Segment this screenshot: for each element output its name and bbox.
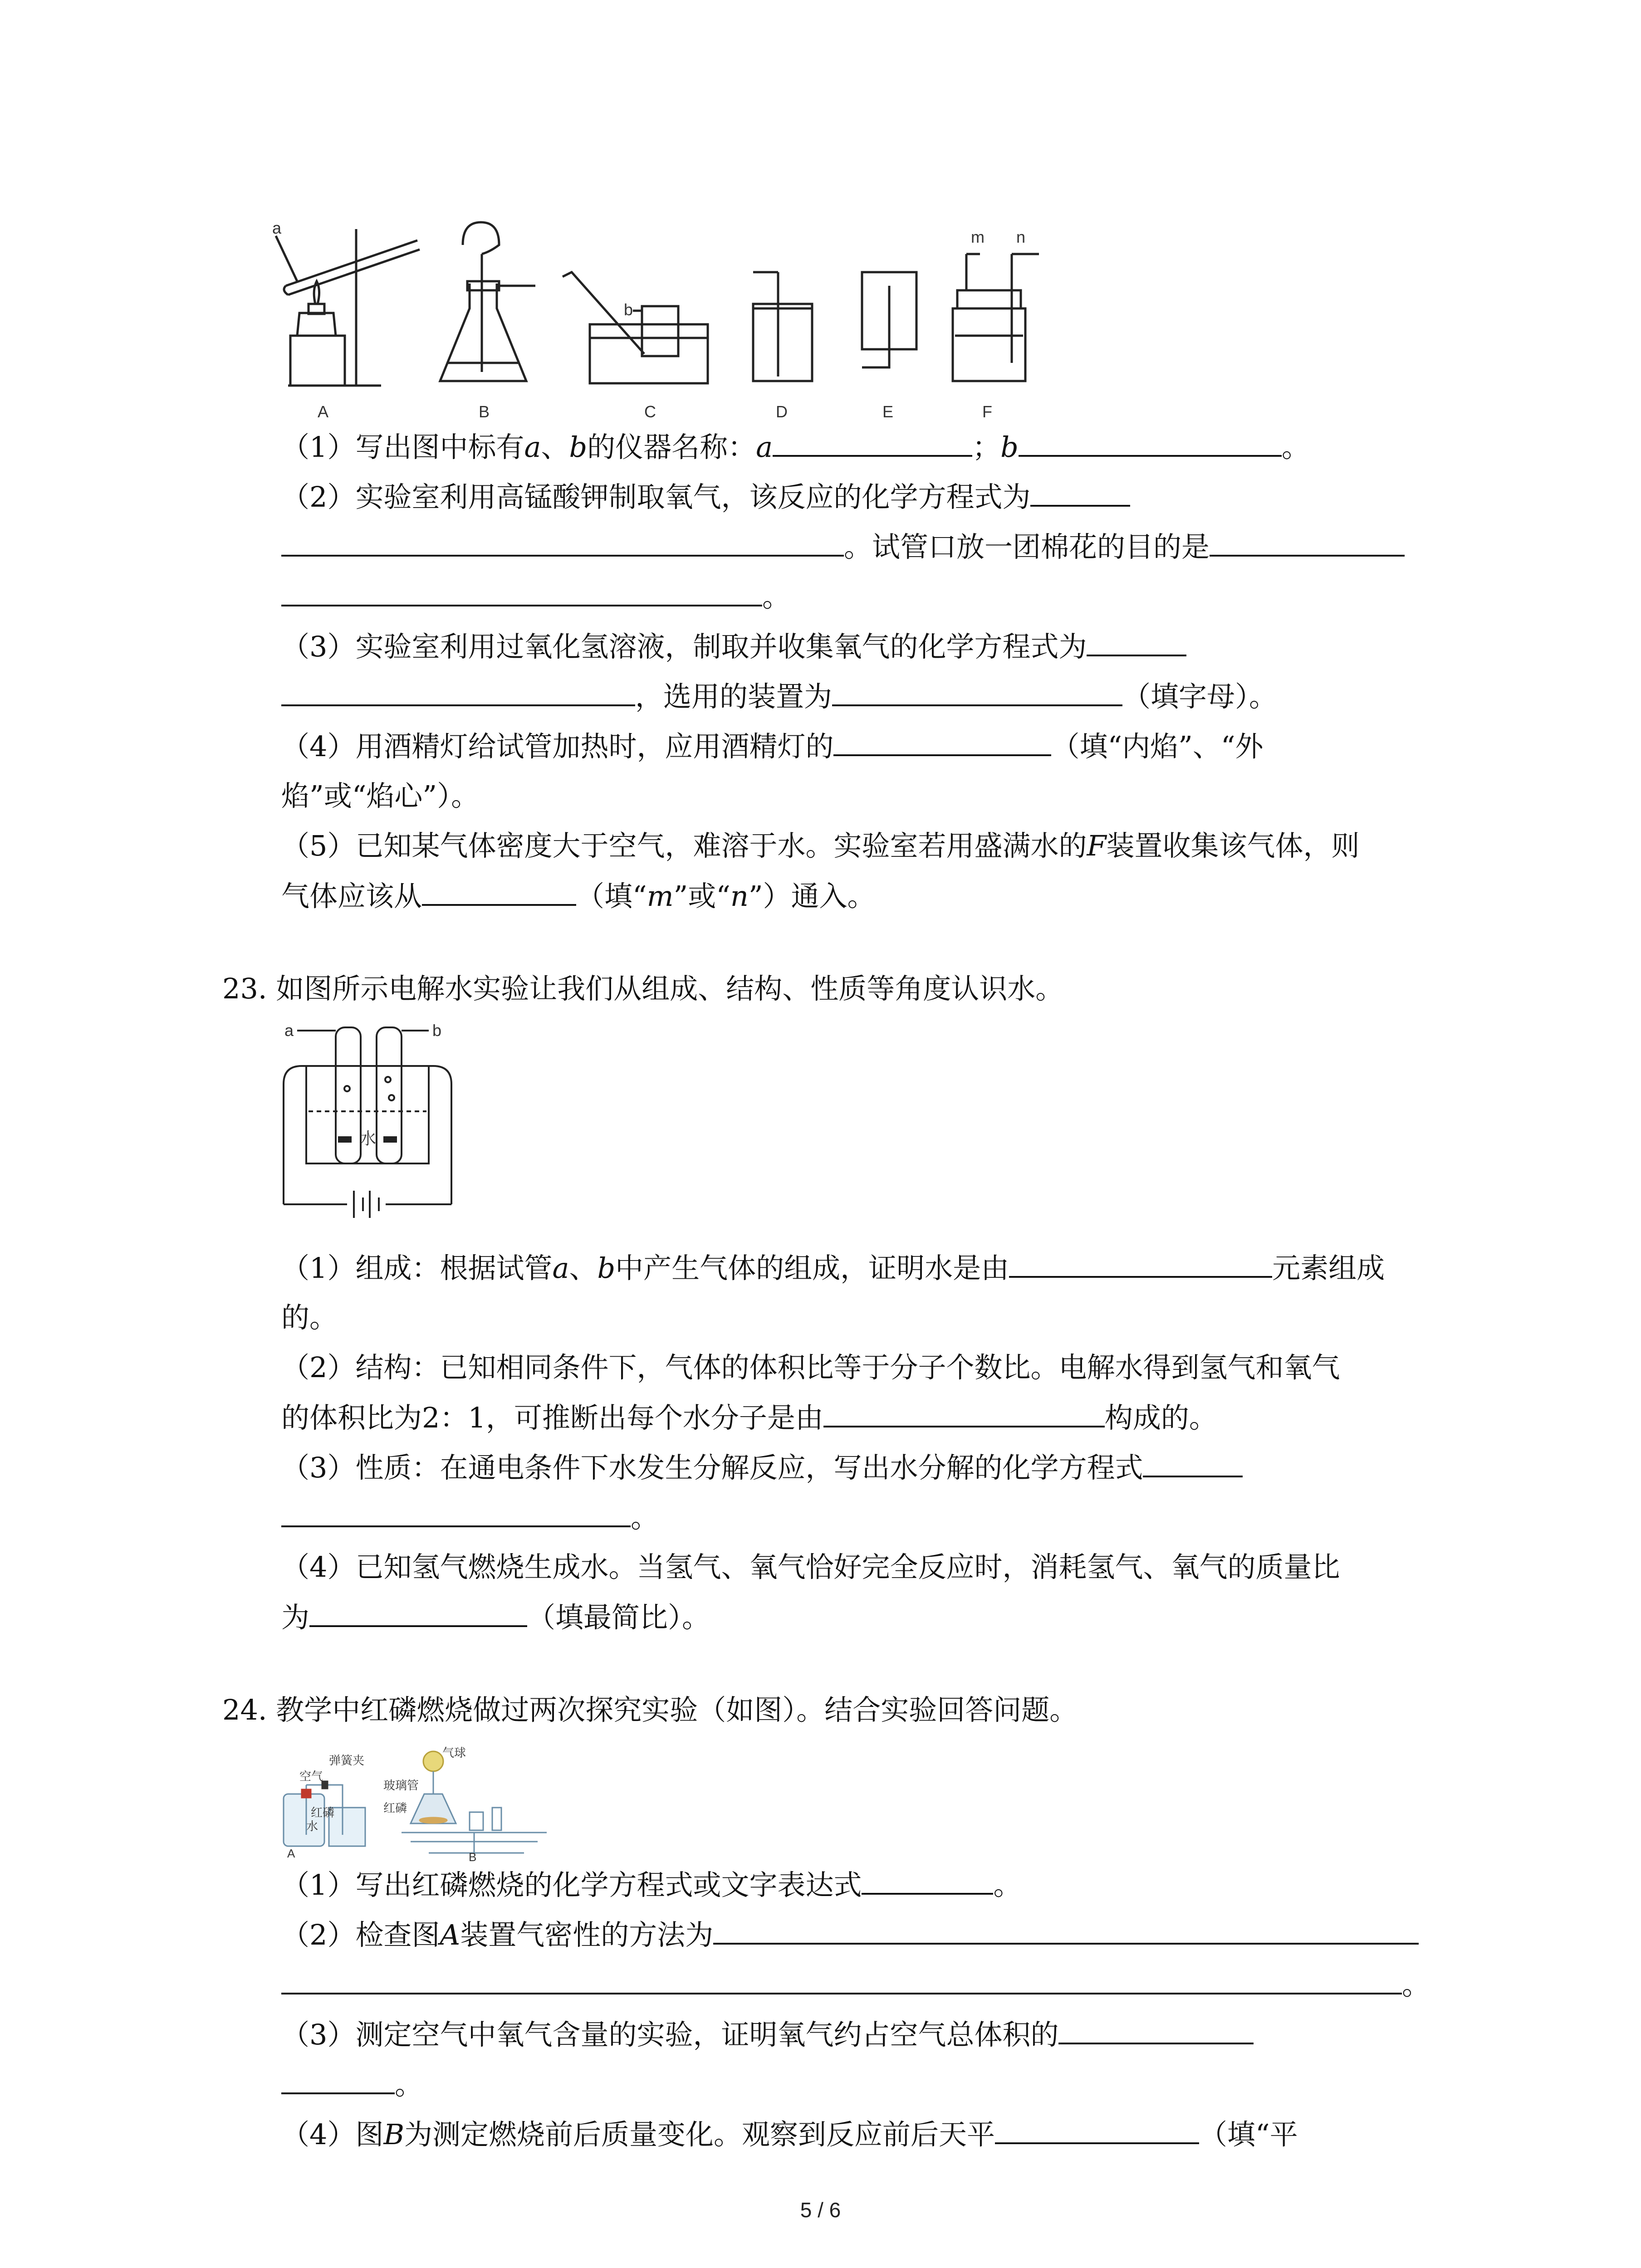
q22-blank-inlet[interactable] xyxy=(422,878,576,906)
q22-blank-b[interactable] xyxy=(1019,429,1282,457)
q24-stem: 24. 教学中红磷燃烧做过两次探究实验（如图）。结合实验回答问题。 xyxy=(222,1693,1078,1726)
q23-part2-line1: （2）结构：已知相同条件下，气体的体积比等于分子个数比。电解水得到氢气和氧气 xyxy=(281,1351,1340,1384)
q24-part4-line1: （4）图B为测定燃烧前后质量变化。观察到反应前后天平 （填“平 xyxy=(281,2116,1298,2153)
fig-label-clamp: 弹簧夹 xyxy=(329,1754,365,1767)
q22-part5-line1: （5）已知某气体密度大于空气，难溶于水。实验室若用盛满水的F装置收集该气体，则 xyxy=(281,829,1360,862)
electrolysis-figure xyxy=(279,1021,456,1234)
q24-blank-equation[interactable] xyxy=(862,1867,993,1895)
q23-part2-line2: 的体积比为2：1，可推断出每个水分子是由 构成的。 xyxy=(281,1399,1217,1436)
q22-blank-cotton-purpose[interactable] xyxy=(281,578,762,606)
electrolysis-water-label: 水 xyxy=(360,1129,377,1148)
q22-part4-line1: （4）用酒精灯给试管加热时，应用酒精灯的 （填“内焰”、“外 xyxy=(281,728,1264,765)
label-m: m xyxy=(971,228,985,246)
q23-blank-molecule-structure[interactable] xyxy=(823,1399,1105,1427)
fig-label-glass-tube: 玻璃管 xyxy=(383,1779,419,1792)
fig-label-water: 水 xyxy=(306,1819,318,1833)
q23-blank-elements[interactable] xyxy=(1009,1250,1272,1278)
q22-part5-line2: 气体应该从 （填“m”或“n”）通入。 xyxy=(281,878,876,914)
q22-blank-cotton-purpose-start[interactable] xyxy=(1210,528,1405,557)
q24-blank-oxygen-fraction[interactable] xyxy=(281,2066,395,2094)
q22-part4-line2: 焰”或“焰心”）。 xyxy=(281,779,480,812)
q23-part1-line2: 的。 xyxy=(281,1301,338,1334)
q24-part3-line2: 。 xyxy=(281,2066,423,2103)
letter-B: B xyxy=(479,402,490,421)
red-phosphorus-figure xyxy=(279,1744,569,1862)
q22-blank-flame[interactable] xyxy=(833,728,1051,756)
electrolysis-label-a: a xyxy=(284,1021,294,1040)
q22-blank-equation-h2o2[interactable] xyxy=(281,678,635,706)
electrolysis-label-b: b xyxy=(432,1021,442,1040)
q22-blank-apparatus[interactable] xyxy=(832,678,1122,706)
letter-F: F xyxy=(982,402,992,421)
label-b: b xyxy=(624,300,633,319)
fig-label-air: 空气 xyxy=(299,1769,323,1783)
q23-stem: 23. 如图所示电解水实验让我们从组成、结构、性质等角度认识水。 xyxy=(222,972,1064,1005)
page-number: 5 / 6 xyxy=(800,2198,841,2222)
q24-blank-airtightness-start[interactable] xyxy=(713,1916,1419,1945)
letter-A: A xyxy=(318,402,329,421)
q22-part2-line2: 。试管口放一团棉花的目的是 xyxy=(281,528,1405,565)
q24-blank-airtightness[interactable] xyxy=(281,1966,1402,1994)
q23-part4-line1: （4）已知氢气燃烧生成水。当氢气、氧气恰好完全反应时，消耗氢气、氧气的质量比 xyxy=(281,1550,1340,1584)
q22-part2-line1: （2）实验室利用高锰酸钾制取氧气，该反应的化学方程式为 xyxy=(281,479,1130,515)
fig-label-red-phosphorus-b: 红磷 xyxy=(383,1801,407,1815)
q22-blank-equation-h2o2-start[interactable] xyxy=(1087,628,1186,656)
q23-blank-mass-ratio[interactable] xyxy=(309,1599,527,1627)
fig-label-red-phosphorus-a: 红磷 xyxy=(311,1806,335,1819)
q22-blank-a[interactable] xyxy=(773,429,972,457)
letter-D: D xyxy=(776,402,788,421)
label-n: n xyxy=(1016,228,1026,246)
q23-blank-equation[interactable] xyxy=(281,1499,631,1527)
q22-blank-equation-kmno4[interactable] xyxy=(281,528,844,557)
q23-blank-equation-start[interactable] xyxy=(1143,1449,1243,1477)
q22-part3-line2: ，选用的装置为 （填字母）。 xyxy=(281,678,1277,715)
q22-part3-line1: （3）实验室利用过氧化氢溶液，制取并收集氧气的化学方程式为 xyxy=(281,628,1186,665)
q23-part3-line2: 。 xyxy=(281,1499,659,1536)
q22-part1: （1）写出图中标有a、b的仪器名称：a ；b 。 xyxy=(281,429,1310,465)
q24-part2-line2: 。 xyxy=(281,1966,1430,2003)
q23-part1-line1: （1）组成：根据试管a、b中产生气体的组成，证明水是由 元素组成 xyxy=(281,1250,1385,1286)
apparatus-figure xyxy=(272,218,1520,429)
fig-label-B: B xyxy=(469,1850,477,1862)
label-a: a xyxy=(272,219,282,237)
fig-label-balloon: 气球 xyxy=(442,1746,466,1760)
q24-part2-line1: （2）检查图A装置气密性的方法为 xyxy=(281,1916,1419,1953)
q22-blank-equation-kmno4-start[interactable] xyxy=(1030,479,1130,507)
q24-part3-line1: （3）测定空气中氧气含量的实验，证明氧气约占空气总体积的 xyxy=(281,2016,1254,2053)
letter-C: C xyxy=(644,402,656,421)
fig-label-A: A xyxy=(287,1847,295,1860)
q24-blank-balance[interactable] xyxy=(995,2116,1199,2144)
q23-part4-line2: 为 （填最简比）。 xyxy=(281,1599,710,1636)
q22-part2-line3: 。 xyxy=(281,578,790,615)
letter-E: E xyxy=(882,402,894,421)
q23-part3-line1: （3）性质：在通电条件下水发生分解反应，写出水分解的化学方程式 xyxy=(281,1449,1243,1486)
q24-blank-oxygen-fraction-start[interactable] xyxy=(1058,2016,1254,2044)
q24-part1: （1）写出红磷燃烧的化学方程式或文字表达式 。 xyxy=(281,1867,1021,1903)
